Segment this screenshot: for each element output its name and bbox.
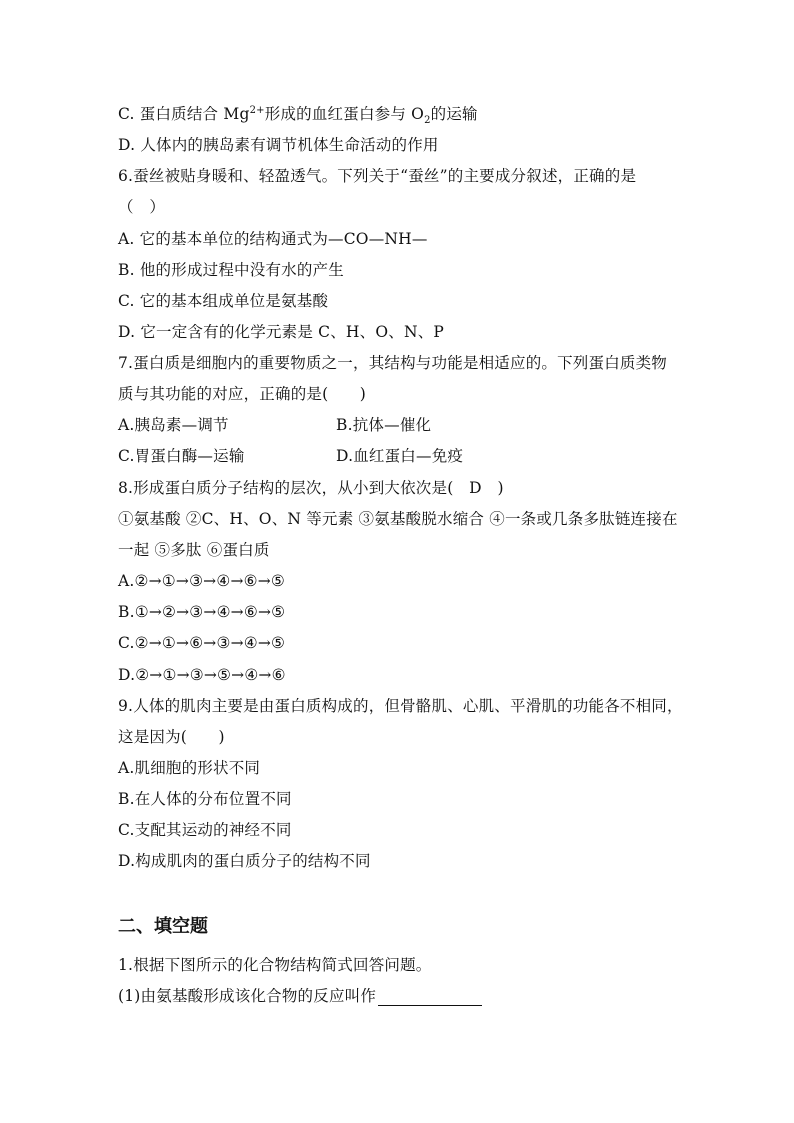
q8-stem: 8.形成蛋白质分子结构的层次，从小到大依次是( D ) xyxy=(118,479,504,497)
q9-option-a: A.肌细胞的形状不同 xyxy=(118,759,261,777)
q8-option-a: A.②→①→③→④→⑥→⑤ xyxy=(118,572,286,590)
fill-q1-stem: 1.根据下图所示的化合物结构简式回答问题。 xyxy=(118,956,432,974)
q5-option-d: D. 人体内的胰岛素有调节机体生命活动的作用 xyxy=(118,136,439,154)
q6-stem-line1: 6.蚕丝被贴身暖和、轻盈透气。下列关于“蚕丝”的主要成分叙述，正确的是 xyxy=(118,167,637,185)
q6-option-a: A. 它的基本单位的结构通式为—CO—NH— xyxy=(118,230,428,248)
q6-stem-line2: （ ） xyxy=(118,198,166,216)
q6-option-c: C. 它的基本组成单位是氨基酸 xyxy=(118,292,329,310)
q9-option-c: C.支配其运动的神经不同 xyxy=(118,821,292,839)
q8-items-line1: ①氨基酸 ②C、H、O、N 等元素 ③氨基酸脱水缩合 ④一条或几条多肽链连接在 xyxy=(118,510,678,528)
q7-option-c: C.胃蛋白酶—运输 xyxy=(118,447,245,465)
q9-stem-line1: 9.人体的肌肉主要是由蛋白质构成的，但骨骼肌、心肌、平滑肌的功能各不相同， xyxy=(118,697,683,715)
q6-option-d: D. 它一定含有的化学元素是 C、H、O、N、P xyxy=(118,323,445,341)
q6-option-b: B. 他的形成过程中没有水的产生 xyxy=(118,261,344,279)
q9-option-b: B.在人体的分布位置不同 xyxy=(118,790,292,808)
q9-stem-line2: 这是因为( ) xyxy=(118,728,225,746)
answer-blank[interactable] xyxy=(378,988,482,1006)
fill-q1-part1 xyxy=(118,986,482,1006)
q7-option-d: D.血红蛋白—免疫 xyxy=(336,447,464,465)
q7-option-b: B.抗体—催化 xyxy=(336,416,432,434)
q7-option-a: A.胰岛素—调节 xyxy=(118,416,229,434)
fill-q1-part1-text: (1)由氨基酸形成该化合物的反应叫作 xyxy=(118,987,377,1005)
section-heading-fill-in: 二、填空题 xyxy=(118,916,208,937)
q8-items-line2: 一起 ⑤多肽 ⑥蛋白质 xyxy=(118,541,270,559)
q7-stem-line2: 质与其功能的对应，正确的是( ) xyxy=(118,385,366,403)
q8-option-b: B.①→②→③→④→⑥→⑤ xyxy=(118,603,286,621)
q9-option-d: D.构成肌肉的蛋白质分子的结构不同 xyxy=(118,852,371,870)
q8-option-c: C.②→①→⑥→③→④→⑤ xyxy=(118,634,286,652)
q8-option-d: D.②→①→③→⑤→④→⑥ xyxy=(118,666,286,684)
q7-stem-line1: 7.蛋白质是细胞内的重要物质之一，其结构与功能是相适应的。下列蛋白质类物 xyxy=(118,354,667,372)
q5-option-c: C. 蛋白质结合 $Mg^{2+}$形成的血红蛋白参与 $O_2$的运输 xyxy=(118,104,478,127)
